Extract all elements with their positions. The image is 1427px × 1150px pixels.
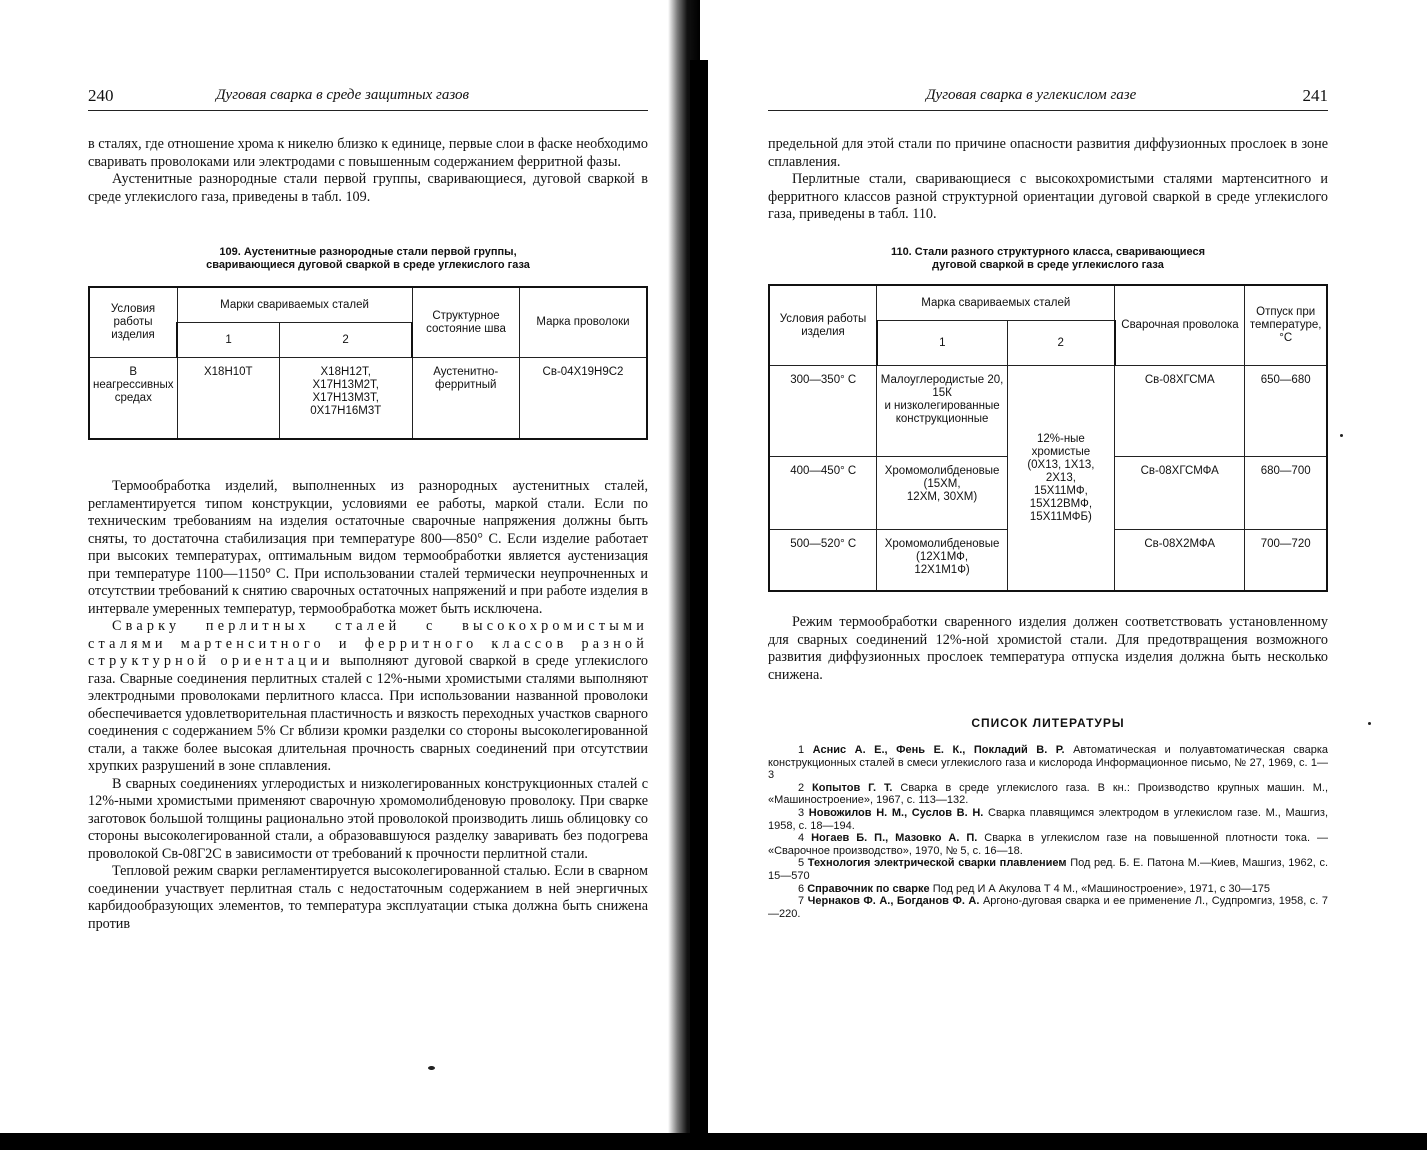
header-wire: Марка проволоки	[520, 287, 648, 358]
scan-bottom-edge	[0, 1133, 1427, 1150]
cell-temper: 680—700	[1245, 457, 1327, 530]
paragraph-continuation: выполняют дуговой сваркой в среде углекислого газа. Сварные соединения перлитных сталей с 12%-ными хромистыми сталями выполняют электродными проволоками перлитного класса. При использовании названной проволоки обеспечивается удовлетворительная пластичность и вязкость переходных участков сварного соединения с содержанием 5% Cr вблизи кромки разделки со стороны высоколегированной стали, а также более высокая длительная прочность сварных соединений при отсутствии хрупких разрушений в зоне сплавления.	[88, 653, 648, 774]
caption-line: 110. Стали разного структурного класса, сваривающиеся	[890, 246, 1206, 258]
ref-number: 1	[798, 744, 805, 756]
spaced-emphasis: Сварку перлитных сталей с высокохромистыми сталями мартенситного и ферритного классов разной структурной ориентации	[88, 618, 648, 669]
steel-grade: 12Х1М1Ф)	[914, 564, 970, 576]
paragraph: Аустенитные разнородные стали первой группы, сваривающиеся, дуговой сваркой в среде углекислого газа, приведены в табл. 109.	[88, 171, 648, 205]
reference-item	[768, 895, 1328, 920]
running-title: Дуговая сварка в среде защитных газов	[216, 87, 470, 103]
reference-item	[768, 832, 1328, 857]
cell-wire: Св-08ХГСМА	[1115, 366, 1245, 457]
ref-authors: Технология электрической сварки плавлением	[807, 857, 1067, 870]
header-temper: Отпуск при температуре, °С	[1245, 285, 1327, 366]
cell-conditions: 400—450° С	[769, 457, 877, 530]
ref-number: 6	[798, 882, 805, 895]
steel-grade: и низколегированные конструкционные	[884, 400, 1000, 425]
ref-number: 7	[798, 895, 805, 908]
reference-item	[768, 857, 1328, 882]
cell-col-1: Х18Н10Т	[177, 358, 280, 440]
header-conditions: Условия работы изделия	[769, 285, 877, 366]
ref-number: 2	[798, 781, 805, 794]
steel-grade: 15Х12ВМФ,	[1029, 497, 1093, 510]
scan-speck	[1368, 722, 1371, 725]
cell-temper: 700—720	[1245, 530, 1327, 592]
paragraph: в сталях, где отношение хрома к никелю близко к единице, первые слои в фаске необходимо сваривать проволоками или электродами с повышенным содержанием ферритной фазы.	[88, 136, 648, 170]
cell-wire: Св-04Х19Н9С2	[520, 358, 648, 440]
ref-text: Под ред И А Акулова Т 4 М., «Машиностроение», 1971, с 30—175	[932, 882, 1271, 895]
cell-col-1	[877, 366, 1007, 457]
book-gutter	[690, 60, 708, 1150]
page-number: 240	[88, 86, 114, 105]
paragraph: Термообработка изделий, выполненных из разнородных аустенитных сталей, регламентируется типом конструкции, условиями ее работы, маркой стали. Если по техническим требованиям на изделия остаточные сварочные напряжения должны быть сняты, то достаточна стабилизация при температуре 800—850° С. Если изделие работает при высоких температурах, оптимальным видом термообработки является аустенизация при температуре 1100—1150° С. При использовании сталей термически неупрочненных и отсутствии требований к снятию сварочных остаточных напряжений и при работе изделия в интервале умеренных температур, термообработка может быть исключена.	[88, 478, 648, 617]
ref-number: 5	[798, 857, 805, 870]
steel-grade: Х17Н13М3Т,	[312, 392, 379, 404]
left-body	[88, 478, 648, 933]
right-intro	[768, 136, 1328, 224]
references-list	[768, 744, 1328, 920]
caption-line: 109. Аустенитные разнородные стали первой группы,	[219, 246, 517, 258]
steel-grade: Хромомолибденовые (15ХМ,	[884, 465, 1000, 490]
steel-grade: 15Х11МФБ)	[1029, 510, 1092, 523]
ref-authors: Копытов Г. Т.	[812, 781, 893, 794]
ref-number: 3	[798, 806, 805, 819]
paragraph: Режим термообработки сваренного изделия должен соответствовать установленному для сварных соединений 12%-ной хромистой стали. Для предотвращения возможного развития диффузионных прослоек температура отпуска изделия должна быть несколько снижена.	[768, 614, 1328, 683]
cell-wire: Св-08ХГСМФА	[1115, 457, 1245, 530]
cell-conditions: 300—350° С	[769, 366, 877, 457]
ref-authors: Аснис А. Е., Фень Е. К., Покладий В. Р.	[812, 744, 1065, 756]
header-col-2: 2	[280, 323, 412, 358]
left-intro	[88, 136, 648, 206]
reference-item	[768, 883, 1328, 896]
header-col-1: 1	[177, 323, 280, 358]
steel-grade: Х18Н12Т,	[320, 366, 372, 378]
reference-item	[768, 807, 1328, 832]
ref-authors: Чернаков Ф. А., Богданов Ф. А.	[807, 895, 980, 908]
scan-speck	[428, 1066, 435, 1070]
steel-grade: 12ХМ, 30ХМ)	[906, 491, 978, 503]
caption-line: дуговой сваркой в среде углекислого газа	[932, 259, 1164, 271]
ref-authors: Справочник по сварке	[807, 882, 930, 895]
scan-speck	[1340, 434, 1343, 437]
ref-text: Сварка в углекислом газе на повышенной плотности тока. — «Сварочное производство», 1970, № 5, с. 16—18.	[768, 832, 1328, 857]
header-col-2: 2	[1007, 321, 1114, 366]
ref-text: Автоматическая и полуавтоматическая сварка конструкционных сталей в смеси углекислого газа и кислорода Информационное письмо, № 27, 1969, с. 1—3	[768, 744, 1328, 782]
table-110-caption	[768, 246, 1328, 272]
cell-col-2	[280, 358, 412, 440]
cell-col-1	[877, 457, 1007, 530]
header-wire: Сварочная проволока	[1115, 285, 1245, 366]
cell-wire: Св-08Х2МФА	[1115, 530, 1245, 592]
ref-text: Аргоно-дуговая сварка и ее применение Л., Судпромгиз, 1958, с. 7—220.	[768, 895, 1328, 920]
ref-number: 4	[798, 832, 805, 845]
left-page-header	[88, 86, 648, 111]
caption-line: сваривающиеся дуговой сваркой в среде углекислого газа	[206, 259, 530, 271]
right-page-header	[768, 86, 1328, 111]
steel-grade: Малоуглеродистые 20, 15К	[880, 374, 1004, 399]
running-title: Дуговая сварка в углекислом газе	[926, 87, 1137, 103]
ref-text: Сварка плавящимся электродом в углекислом газе. М., Машгиз, 1958, с. 18—194.	[768, 806, 1329, 832]
steel-grade: Х17Н13М2Т,	[312, 379, 379, 391]
header-conditions: Условия работы изделия	[89, 287, 177, 358]
cell-col-2-merged	[1007, 366, 1114, 592]
steel-grade: 2Х13,	[1045, 471, 1076, 484]
cell-temper: 650—680	[1245, 366, 1327, 457]
header-grades: Марки свариваемых сталей	[177, 287, 412, 323]
paragraph: Тепловой режим сварки регламентируется высоколегированной сталью. Если в сварном соединении участвует перлитная сталь с недостаточным содержанием в ней энергичных карбидообразующих элементов, то температура эксплуатации стыка должна быть снижена против	[88, 863, 648, 932]
ref-authors: Новожилов Н. М., Суслов В. Н.	[808, 806, 984, 819]
header-col-1: 1	[877, 321, 1007, 366]
paragraph: В сварных соединениях углеродистых и низколегированных конструкционных сталей с 12%-ными хромистыми применяют сварочную хромомолибденовую проволоку. При сварке заготовок большой толщины рационально этой проволокой производить лишь облицовку со стороны высоколегированной стали, а образовавшуюся разделку заваривать без подогрева проволокой Св-08Г2С в зависимости от требований к прочности перлитной стали.	[88, 775, 648, 862]
header-grades: Марка свариваемых сталей	[877, 285, 1115, 321]
table-109-caption	[88, 246, 648, 272]
cell-structure: Аустенитно-ферритный	[412, 358, 520, 440]
steel-grade: (0Х13, 1Х13,	[1027, 458, 1095, 471]
steel-grade: 0Х17Н16М3Т	[310, 405, 382, 417]
cell-conditions: 500—520° С	[769, 530, 877, 592]
cell-conditions: В неагрессивных средах	[89, 358, 177, 440]
paragraph: предельной для этой стали по причине опасности развития диффузионных прослоек в зоне сплавления.	[768, 136, 1328, 170]
right-body	[768, 614, 1328, 684]
table-110-grid	[768, 284, 1328, 592]
paragraph: Перлитные стали, сваривающиеся с высокохромистыми сталями мартенситного и ферритного классов разной структурной ориентации дуговой сваркой в среде углекислого газа, приведены в табл. 110.	[768, 171, 1328, 222]
reference-item	[768, 744, 1328, 782]
cell-col-1	[877, 530, 1007, 592]
reference-item	[768, 782, 1328, 807]
paragraph	[88, 618, 648, 776]
steel-grade: 15Х11МФ,	[1034, 484, 1088, 497]
table-110	[768, 284, 1328, 592]
page-number: 241	[1302, 86, 1328, 105]
ref-authors: Ногаев Б. П., Мазовко А. П.	[811, 832, 978, 845]
ref-text: Под ред. Б. Е. Патона М.—Киев, Машгиз, 1962, с. 15—570	[768, 857, 1329, 882]
table-109	[88, 286, 648, 440]
steel-grade: хромистые	[1031, 445, 1091, 458]
header-structure: Структурное состояние шва	[412, 287, 520, 358]
references-title	[768, 716, 1328, 730]
steel-grade: 12%-ные	[1036, 432, 1085, 445]
references-heading: СПИСОК ЛИТЕРАТУРЫ	[971, 716, 1125, 730]
table-109-grid	[88, 286, 648, 440]
ref-text: Сварка в среде углекислого газа. В кн.: Производство крупных машин. М., «Машиностроение», 1967, с. 113—132.	[768, 781, 1328, 807]
steel-grade: Хромомолибденовые (12Х1МФ,	[884, 538, 1000, 563]
